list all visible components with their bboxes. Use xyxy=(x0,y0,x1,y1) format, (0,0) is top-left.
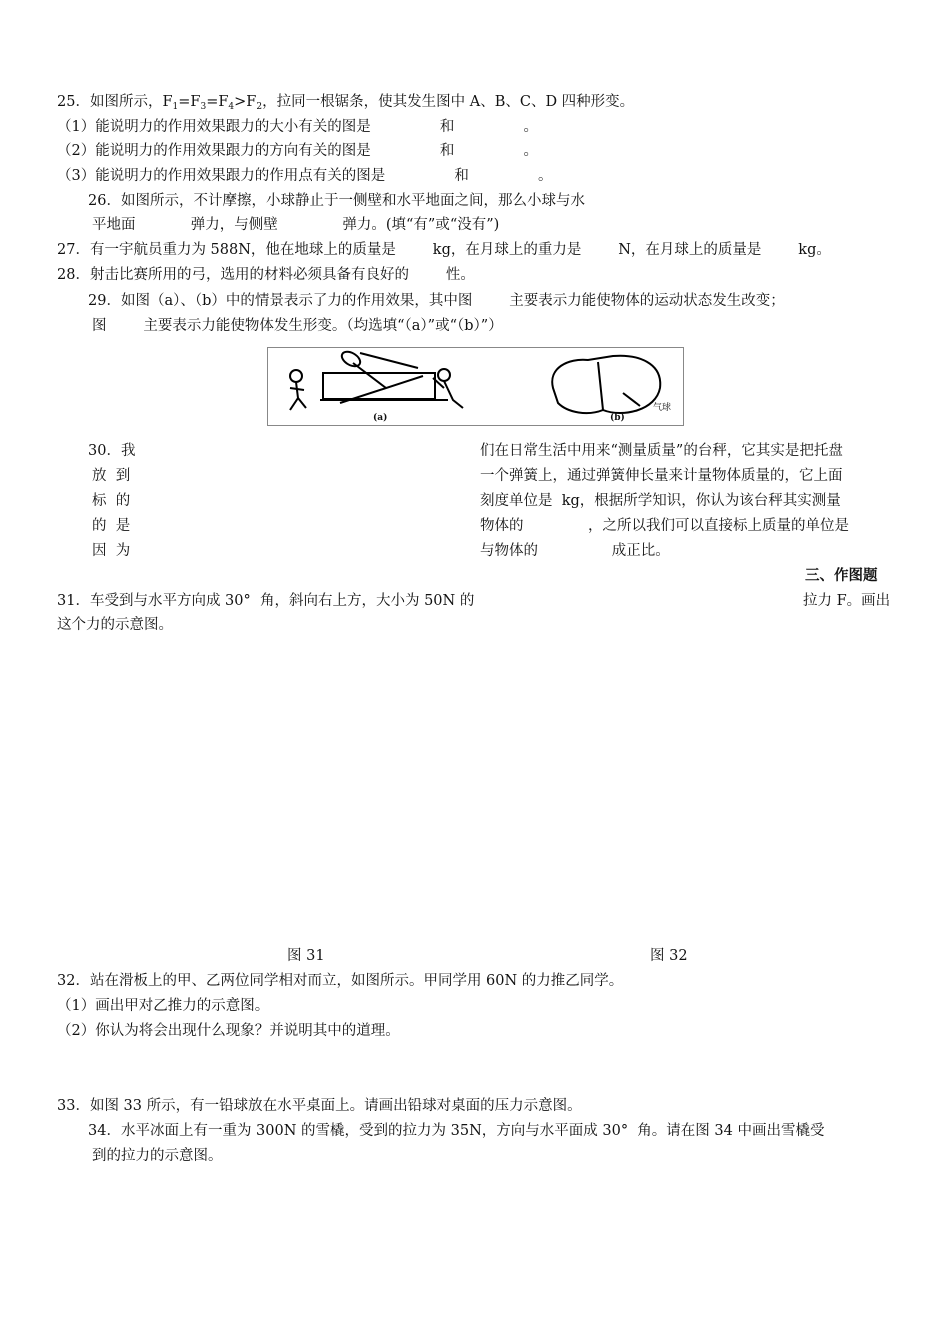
q31-line1: 31．车受到与水平方向成 30° 角，斜向右上方，大小为 50N 的 xyxy=(57,593,475,609)
q29-line1: 29．如图（a）、（b）中的情景表示了力的作用效果，其中图 主要表示力能使物体的运动状态发生改变； xyxy=(88,293,785,309)
caption-b: (b) xyxy=(610,413,625,423)
q25-stem: 25．如图所示，$F_1=F_3=F_4>F_2$，拉同一根锯条，使其发生图中 A、B、C、D 四种形变。 xyxy=(57,94,635,112)
q34-line1: 34．水平冰面上有一重为 300N 的雪橇，受到的拉力为 35N，方向与水平面成 30° 角。请在图 34 中画出雪橇受 xyxy=(88,1123,825,1139)
q26-line1: 26．如图所示，不计摩擦，小球静止于一侧壁和水平地面之间，那么小球与水 xyxy=(88,193,585,209)
q30-left-2: 放 到 xyxy=(92,468,131,484)
q25-part3: （3）能说明力的作用效果跟力的作用点有关的图是 和 。 xyxy=(57,168,553,184)
q30-right-4: 物体的 ，之所以我们可以直接标上质量的单位是 xyxy=(480,518,850,534)
q27: 27．有一宇航员重力为 588N，他在地球上的质量是 kg，在月球上的重力是 N，在月球上的质量是 kg。 xyxy=(57,242,831,258)
q28: 28．射击比赛所用的弓，选用的材料必须具备有良好的 性。 xyxy=(57,267,475,283)
q30-right-1: 们在日常生活中用来“测量质量”的台秤，它其实是把托盘 xyxy=(480,443,843,459)
section-heading: 三、作图题 xyxy=(805,567,878,584)
figure-32-label: 图 32 xyxy=(650,948,688,964)
caption-a: (a) xyxy=(373,413,388,423)
q31-line1-right: 拉力 F。画出 xyxy=(803,593,891,609)
q29-line2: 图 主要表示力能使物体发生形变。（均选填“（a）”或“（b）”） xyxy=(92,318,503,334)
q31-line2: 这个力的示意图。 xyxy=(57,617,173,633)
q32-part2: （2）你认为将会出现什么现象？并说明其中的道理。 xyxy=(57,1023,400,1039)
q32-part1: （1）画出甲对乙推力的示意图。 xyxy=(57,998,270,1014)
q29-figure xyxy=(267,347,684,426)
q30-right-5: 与物体的 成正比。 xyxy=(480,543,670,559)
q34-line2: 到的拉力的示意图。 xyxy=(92,1148,223,1164)
q32-line1: 32．站在滑板上的甲、乙两位同学相对而立，如图所示。甲同学用 60N 的力推乙同学。 xyxy=(57,973,624,989)
q30-right-3: 刻度单位是 kg，根据所学知识，你认为该台秤其实测量 xyxy=(480,493,841,509)
balloon-label: 气球 xyxy=(653,403,672,413)
figure-31-label: 图 31 xyxy=(287,948,325,964)
q30-left-3: 标 的 xyxy=(92,493,131,509)
q30-left-5: 因 为 xyxy=(92,543,131,559)
q25-part1: （1）能说明力的作用效果跟力的大小有关的图是 和 。 xyxy=(57,119,538,135)
q30-right-2: 一个弹簧上，通过弹簧伸长量来计量物体质量的，它上面 xyxy=(480,468,843,484)
q26-line2: 平地面 弹力，与侧壁 弹力。(填“有”或“没有”) xyxy=(92,217,500,233)
q25-part2: （2）能说明力的作用效果跟力的方向有关的图是 和 。 xyxy=(57,143,538,159)
q30-left-4: 的 是 xyxy=(92,518,131,534)
q33: 33．如图 33 所示，有一铅球放在水平桌面上。请画出铅球对桌面的压力示意图。 xyxy=(57,1098,582,1114)
q30-left-1: 30．我 xyxy=(88,443,136,459)
